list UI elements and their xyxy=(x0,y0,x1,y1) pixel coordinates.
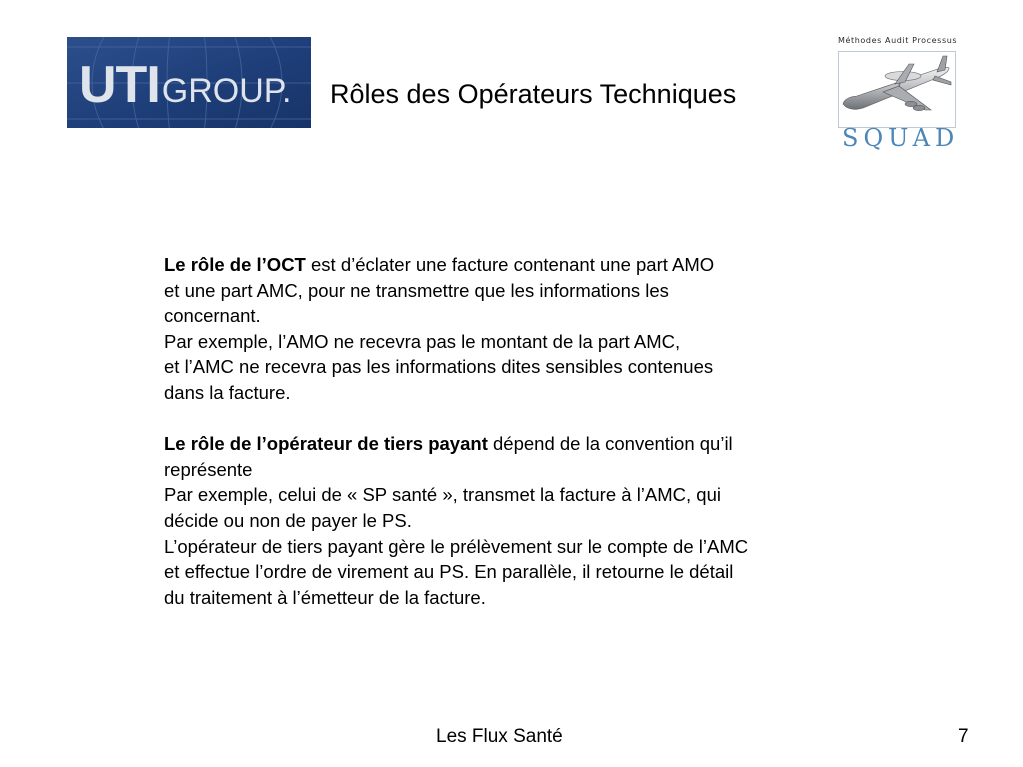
squad-logo xyxy=(832,36,958,150)
squad-brand: SQUAD xyxy=(842,124,960,152)
uti-logo-wordmark xyxy=(79,55,292,115)
p1-line-1-rest: est d’éclater une facture contenant une part AMO xyxy=(305,254,715,275)
p2-line: représente xyxy=(164,458,253,480)
p2-line: décide ou non de payer le PS. xyxy=(164,509,412,531)
p1-line: et une part AMC, pour ne transmettre que les informations les xyxy=(164,279,669,301)
p2-line: du traitement à l’émetteur de la facture. xyxy=(164,586,486,608)
uti-group-logo xyxy=(67,37,311,128)
p1-line-1 xyxy=(164,252,924,278)
p1-line: et l’AMC ne recevra pas les informations dites sensibles contenues xyxy=(164,356,714,378)
oct-role-heading: Le rôle de l’OCT xyxy=(164,254,306,275)
squad-tagline: Méthodes Audit Processus xyxy=(838,36,958,45)
footer-text: Les Flux Santé xyxy=(436,726,563,747)
p2-line: Par exemple, celui de « SP santé », transmet la facture à l’AMC, qui xyxy=(164,484,721,506)
paragraph-gap xyxy=(164,406,924,432)
plane-frame xyxy=(838,51,956,128)
page-number: 7 xyxy=(958,726,969,747)
slide-title: Rôles des Opérateurs Techniques xyxy=(330,79,737,109)
tiers-payant-role-heading: Le rôle de l’opérateur de tiers payant xyxy=(164,433,488,455)
airplane-icon xyxy=(839,52,955,127)
p2-line: et effectue l’ordre de virement au PS. En parallèle, il retourne le détail xyxy=(164,561,734,583)
slide-body xyxy=(164,252,924,610)
p1-line: concernant. xyxy=(164,305,261,327)
p1-line: Par exemple, l’AMO ne recevra pas le montant de la part AMC, xyxy=(164,330,681,352)
p2-line: L’opérateur de tiers payant gère le prélèvement sur le compte de l’AMC xyxy=(164,535,749,557)
p1-line: dans la facture. xyxy=(164,381,291,403)
uti-logo-brand: UTI xyxy=(79,56,160,114)
p2-line-1-rest: dépend de la convention qu’il xyxy=(487,433,733,455)
p2-line-1 xyxy=(164,431,924,457)
uti-logo-group: GROUP. xyxy=(161,72,292,110)
